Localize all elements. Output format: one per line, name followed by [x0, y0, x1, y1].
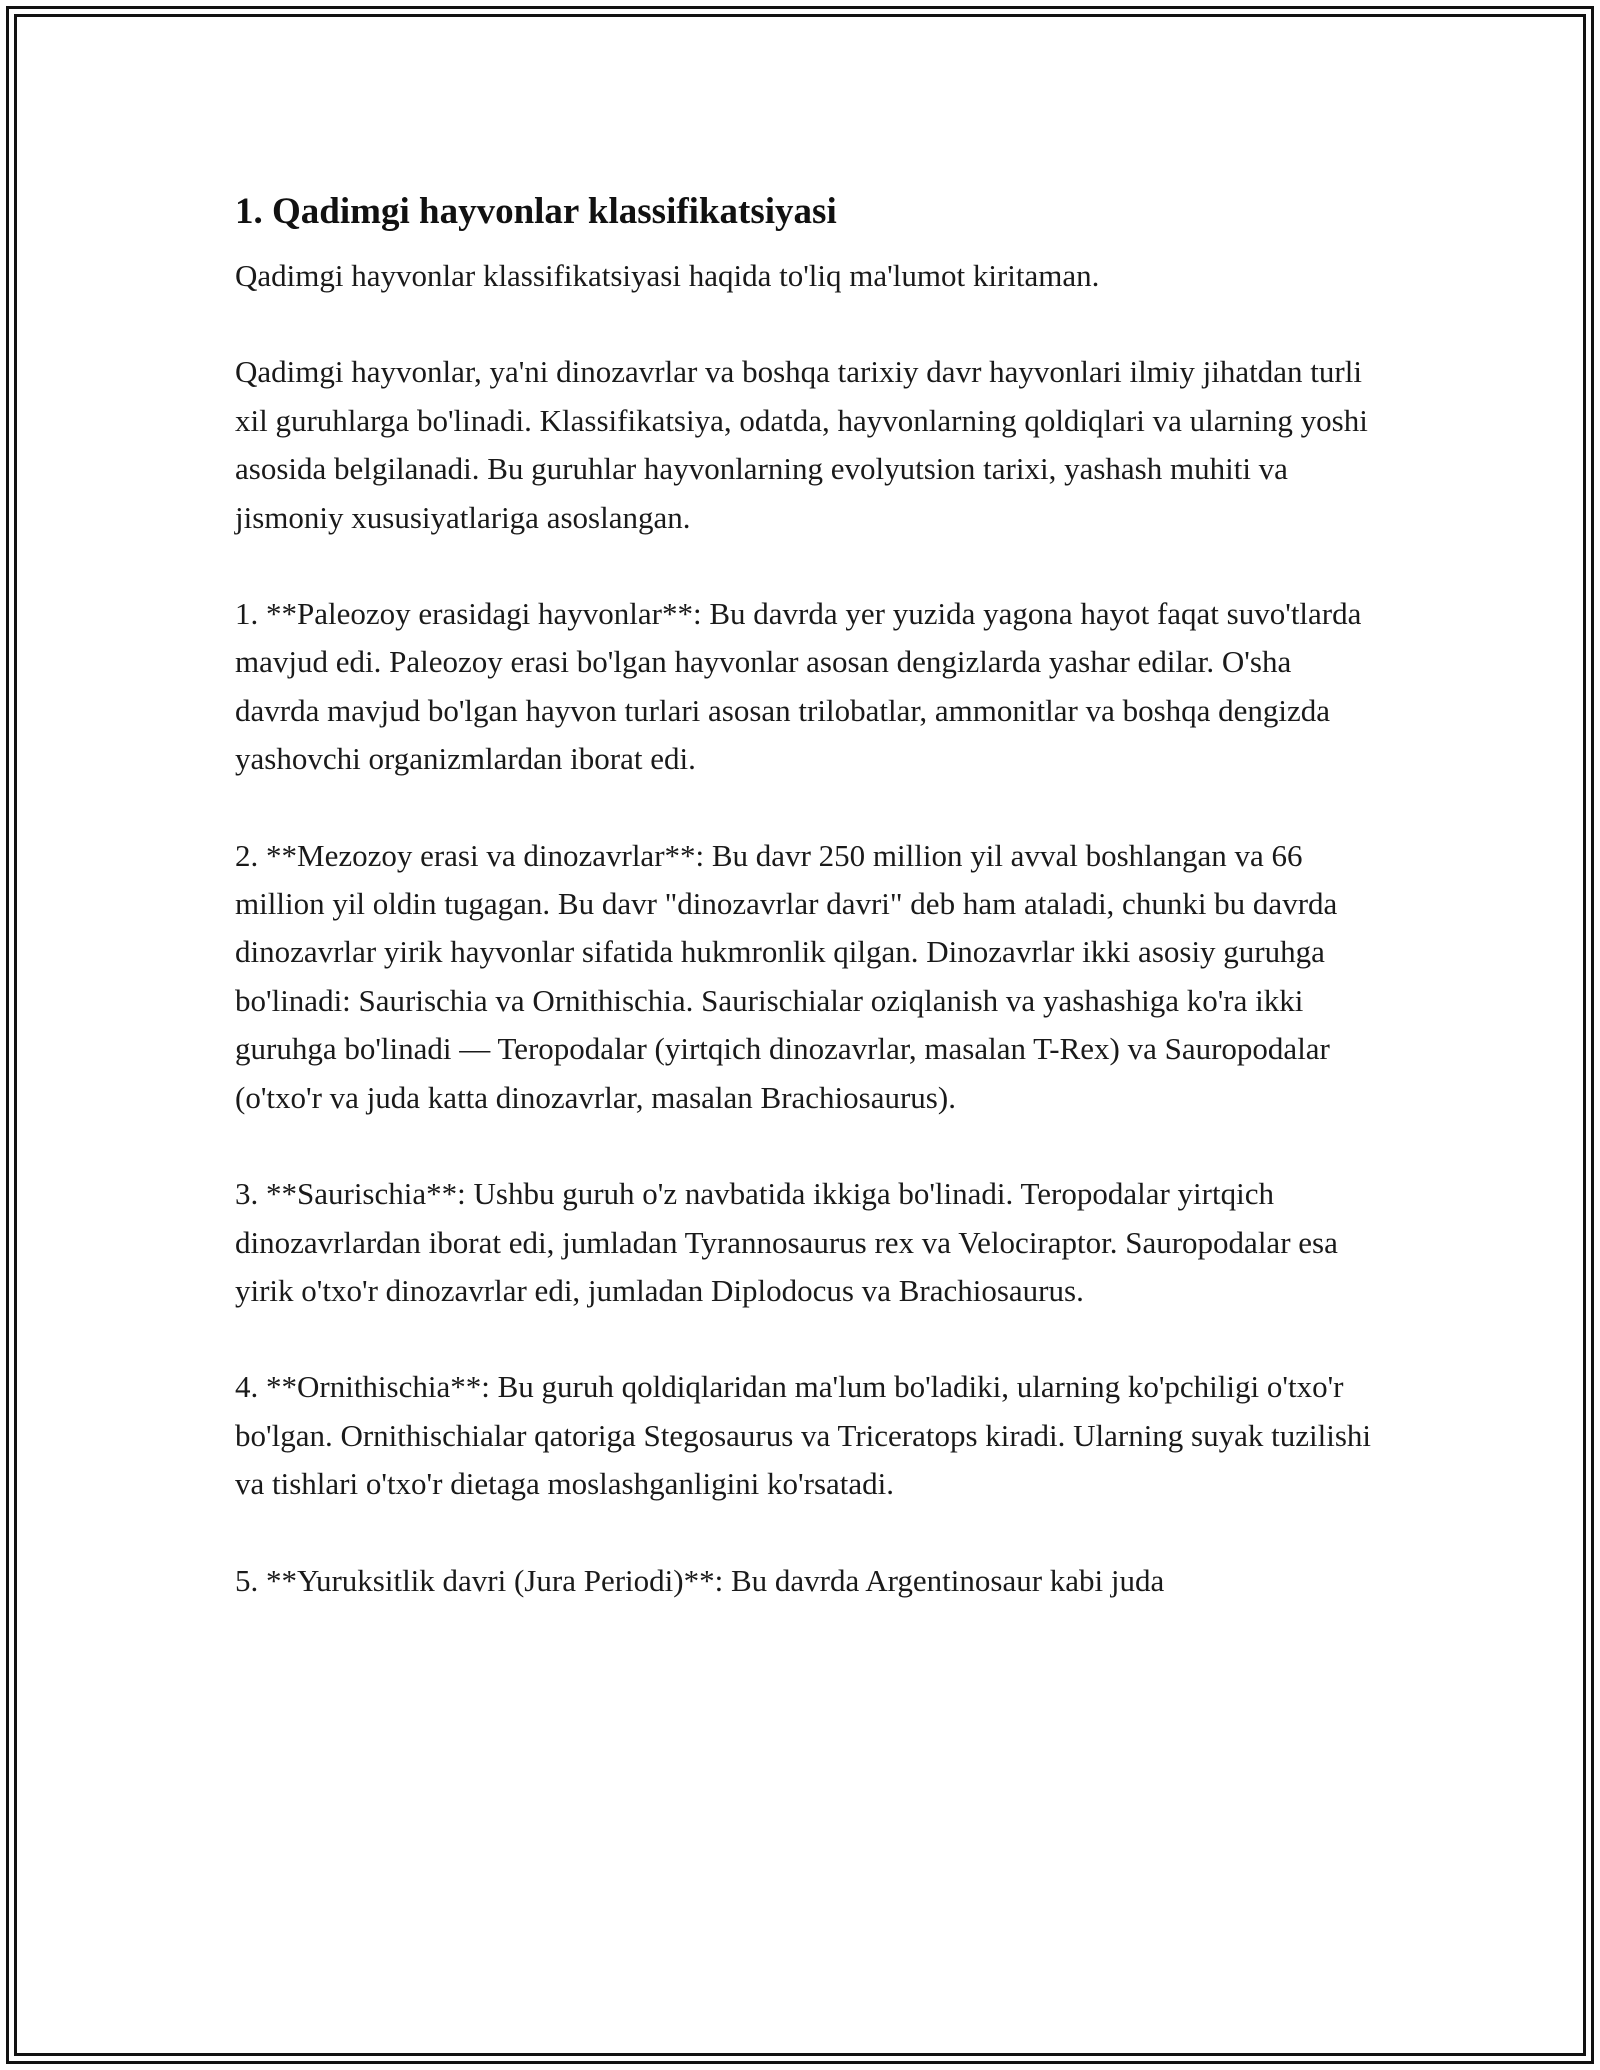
overview-paragraph: Qadimgi hayvonlar, ya'ni dinozavrlar va boshqa tarixiy davr hayvonlari ilmiy jihatdan turli xil guruhlarga bo'linadi. Klassifikatsiya, odatda, hayvonlarning qoldiqlari va ularning yoshi asosida belgilanadi. Bu guruhlar hayvonlarning evolyutsion tarixi, yashash muhiti va jismoniy xususiyatlariga asoslangan.: [235, 354, 1368, 535]
intro-paragraph: Qadimgi hayvonlar klassifikatsiyasi haqida to'liq ma'lumot kiritaman.: [235, 258, 1100, 293]
paleozoic-paragraph: 1. **Paleozoy erasidagi hayvonlar**: Bu davrda yer yuzida yagona hayot faqat suvo'tlarda mavjud edi. Paleozoy erasi bo'lgan hayvonlar asosan dengizlarda yashar edilar. O'sha davrda mavjud bo'lgan hayvon turlari asosan trilobatlar, ammonitlar va boshqa dengizda yashovchi organizmlardan iborat edi.: [235, 596, 1362, 777]
document-body: [235, 186, 1375, 1653]
jurassic-paragraph: 5. **Yuruksitlik davri (Jura Periodi)**: Bu davrda Argentinosaur kabi juda: [235, 1562, 1165, 1598]
section-heading: 1. Qadimgi hayvonlar klassifikatsiyasi: [235, 191, 837, 232]
saurischia-paragraph: 3. **Saurischia**: Ushbu guruh o'z navbatida ikkiga bo'linadi. Teropodalar yirtqich dinozavrlardan iborat edi, jumladan Tyrannosaurus rex va Velociraptor. Sauropodalar esa yirik o'txo'r dinozavrlar edi, jumladan Diplodocus va Brachiosaurus.: [235, 1176, 1338, 1308]
mesozoic-paragraph: 2. **Mezozoy erasi va dinozavrlar**: Bu davr 250 million yil avval boshlangan va 66 million yil oldin tugagan. Bu davr "dinozavrlar davri" deb ham ataladi, chunki bu davrda dinozavrlar yirik hayvonlar sifatida hukmronlik qilgan. Dinozavrlar ikki asosiy guruhga bo'linadi: Saurischia va Ornithischia. Saurischialar oziqlanish va yashashiga ko'ra ikki guruhga bo'linadi — Teropodalar (yirtqich dinozavrlar, masalan T-Rex) va Sauropodalar (o'txo'r va juda katta dinozavrlar, masalan Brachiosaurus).: [235, 837, 1338, 1115]
ornithischia-paragraph: 4. **Ornithischia**: Bu guruh qoldiqlaridan ma'lum bo'ladiki, ularning ko'pchiligi o'txo'r bo'lgan. Ornithischialar qatoriga Stegosaurus va Triceratops kiradi. Ularning suyak tuzilishi va tishlari o'txo'r dietaga moslashganligini ko'rsatadi.: [235, 1369, 1372, 1502]
